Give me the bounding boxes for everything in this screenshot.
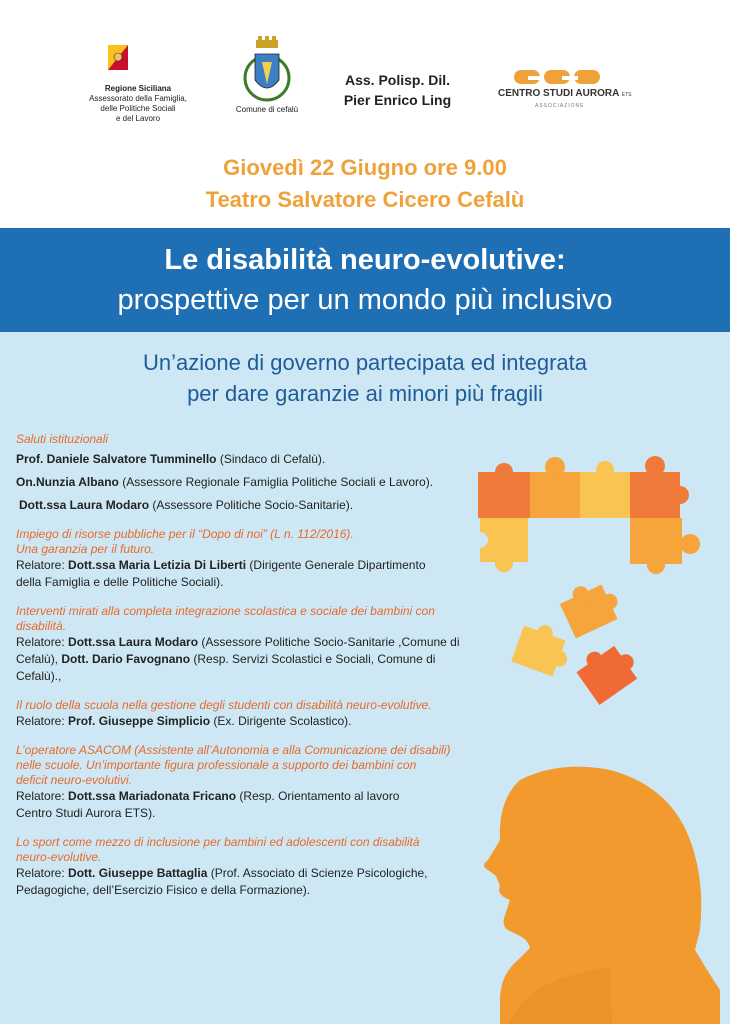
speaker-name: Dott.ssa Laura Modaro bbox=[19, 498, 150, 512]
relatore-label: Relatore: bbox=[16, 558, 69, 572]
regione-text bbox=[78, 84, 198, 124]
speaker-role: (Assessore Politiche Socio-Sanitarie ,Comune di bbox=[198, 635, 460, 649]
program bbox=[16, 432, 486, 899]
section-title: Il ruolo della scuola nella gestione degli studenti con disabilità neuro-evolutive. bbox=[16, 698, 432, 712]
speaker-name: Dott.ssa Laura Modaro bbox=[68, 635, 199, 649]
section-title: Una garanzia per il futuro. bbox=[16, 542, 155, 556]
aurora-name-text: CENTRO STUDI AURORA bbox=[498, 88, 619, 99]
title-line1: Le disabilità neuro-evolutive: bbox=[164, 244, 566, 276]
relatore-label: Relatore: bbox=[16, 714, 69, 728]
subtitle-line2: per dare garanzie ai minori più fragili bbox=[187, 381, 543, 406]
relatore-label: Relatore: bbox=[16, 866, 69, 880]
speaker-name: Dott.ssa Maria Letizia Di Liberti bbox=[68, 558, 247, 572]
subtitle-line1: Un’azione di governo partecipata ed integrata bbox=[143, 350, 587, 375]
speaker-role: (Resp. Orientamento al lavoro bbox=[236, 789, 400, 803]
speaker-line bbox=[16, 474, 486, 491]
aurora-ets: ETS bbox=[621, 92, 632, 98]
regione-line4: e del Lavoro bbox=[115, 114, 161, 123]
speaker-name: Prof. Daniele Salvatore Tumminello bbox=[16, 452, 217, 466]
associazione-line1: Ass. Polisp. Dil. bbox=[344, 72, 451, 88]
speaker-role-line: Centro Studi Aurora ETS). bbox=[16, 806, 156, 820]
event-date: Giovedì 22 Giugno ore 9.00 bbox=[223, 155, 507, 180]
speaker-role: (Assessore Politiche Socio-Sanitarie). bbox=[149, 498, 354, 512]
speaker-line bbox=[16, 497, 486, 514]
section-title: nelle scuole. Un’importante figura professionale a supporto dei bambini con bbox=[16, 758, 417, 772]
speaker-name: Prof. Giuseppe Simplicio bbox=[68, 714, 211, 728]
comune-cefalu-crest bbox=[245, 36, 289, 100]
regione-line3: delle Politiche Sociali bbox=[100, 104, 176, 113]
section-title: Lo sport come mezzo di inclusione per bambini ed adolescenti con disabilità bbox=[16, 835, 420, 849]
aurora-sub: ASSOCIAZIONE bbox=[535, 103, 585, 109]
speaker-line bbox=[16, 634, 486, 651]
speaker-line bbox=[16, 451, 486, 468]
section-title: neuro-evolutive. bbox=[16, 850, 102, 864]
regione-line2: Assessorato della Famiglia, bbox=[89, 94, 187, 103]
associazione-line2: Pier Enrico Ling bbox=[343, 92, 452, 108]
section-title: L’operatore ASACOM (Assistente all’Autonomia e alla Comunicazione dei disabili) bbox=[16, 743, 451, 757]
event-venue: Teatro Salvatore Cicero Cefalù bbox=[205, 187, 525, 212]
speaker-line bbox=[16, 713, 486, 730]
speaker-role-line: della Famiglia e delle Politiche Sociali). bbox=[16, 575, 224, 589]
section-title: Saluti istituzionali bbox=[16, 432, 109, 446]
aurora-name bbox=[498, 88, 631, 99]
speaker-role: (Dirigente Generale Dipartimento bbox=[246, 558, 426, 572]
speaker-role: (Assessore Regionale Famiglia Politiche Sociali e Lavoro). bbox=[118, 475, 434, 489]
section-title: deficit neuro-evolutivi. bbox=[16, 773, 133, 787]
regione-siciliana-logo bbox=[108, 45, 128, 70]
speaker-role: Cefalù), bbox=[16, 652, 62, 666]
speaker-role: (Prof. Associato di Scienze Psicologiche, bbox=[207, 866, 428, 880]
speaker-line bbox=[16, 651, 486, 668]
speaker-line bbox=[16, 557, 486, 574]
speaker-role-line: Cefalù)., bbox=[16, 669, 62, 683]
relatore-label: Relatore: bbox=[16, 789, 69, 803]
puzzle-pieces bbox=[472, 456, 700, 705]
section-title: Impiego di risorse pubbliche per il “Dopo di noi” (L n. 112/2016). bbox=[16, 527, 354, 541]
speaker-name: Dott. Dario Favognano bbox=[61, 652, 191, 666]
section-title: disabilità. bbox=[16, 619, 67, 633]
aurora-logo-shapes bbox=[514, 70, 600, 84]
speaker-role: (Resp. Servizi Scolastici e Sociali, Comune di bbox=[190, 652, 436, 666]
regione-line1: Regione Siciliana bbox=[104, 84, 172, 93]
comune-label: Comune di cefalù bbox=[235, 105, 299, 114]
associazione-name bbox=[330, 70, 465, 110]
speaker-name: Dott.ssa Mariadonata Fricano bbox=[68, 789, 237, 803]
speaker-name: Dott. Giuseppe Battaglia bbox=[68, 866, 208, 880]
speaker-name: On.Nunzia Albano bbox=[16, 475, 119, 489]
title-line2: prospettive per un mondo più inclusivo bbox=[117, 284, 613, 316]
title-band bbox=[0, 228, 730, 332]
speaker-line bbox=[16, 788, 486, 805]
speaker-role: (Sindaco di Cefalù). bbox=[216, 452, 326, 466]
relatore-label: Relatore: bbox=[16, 635, 69, 649]
speaker-line bbox=[16, 865, 486, 882]
section-title: Interventi mirati alla completa integrazione scolastica e sociale dei bambini con bbox=[16, 604, 435, 618]
speaker-role: (Ex. Dirigente Scolastico). bbox=[210, 714, 352, 728]
speaker-role-line: Pedagogiche, dell’Esercizio Fisico e della Formazione). bbox=[16, 883, 311, 897]
